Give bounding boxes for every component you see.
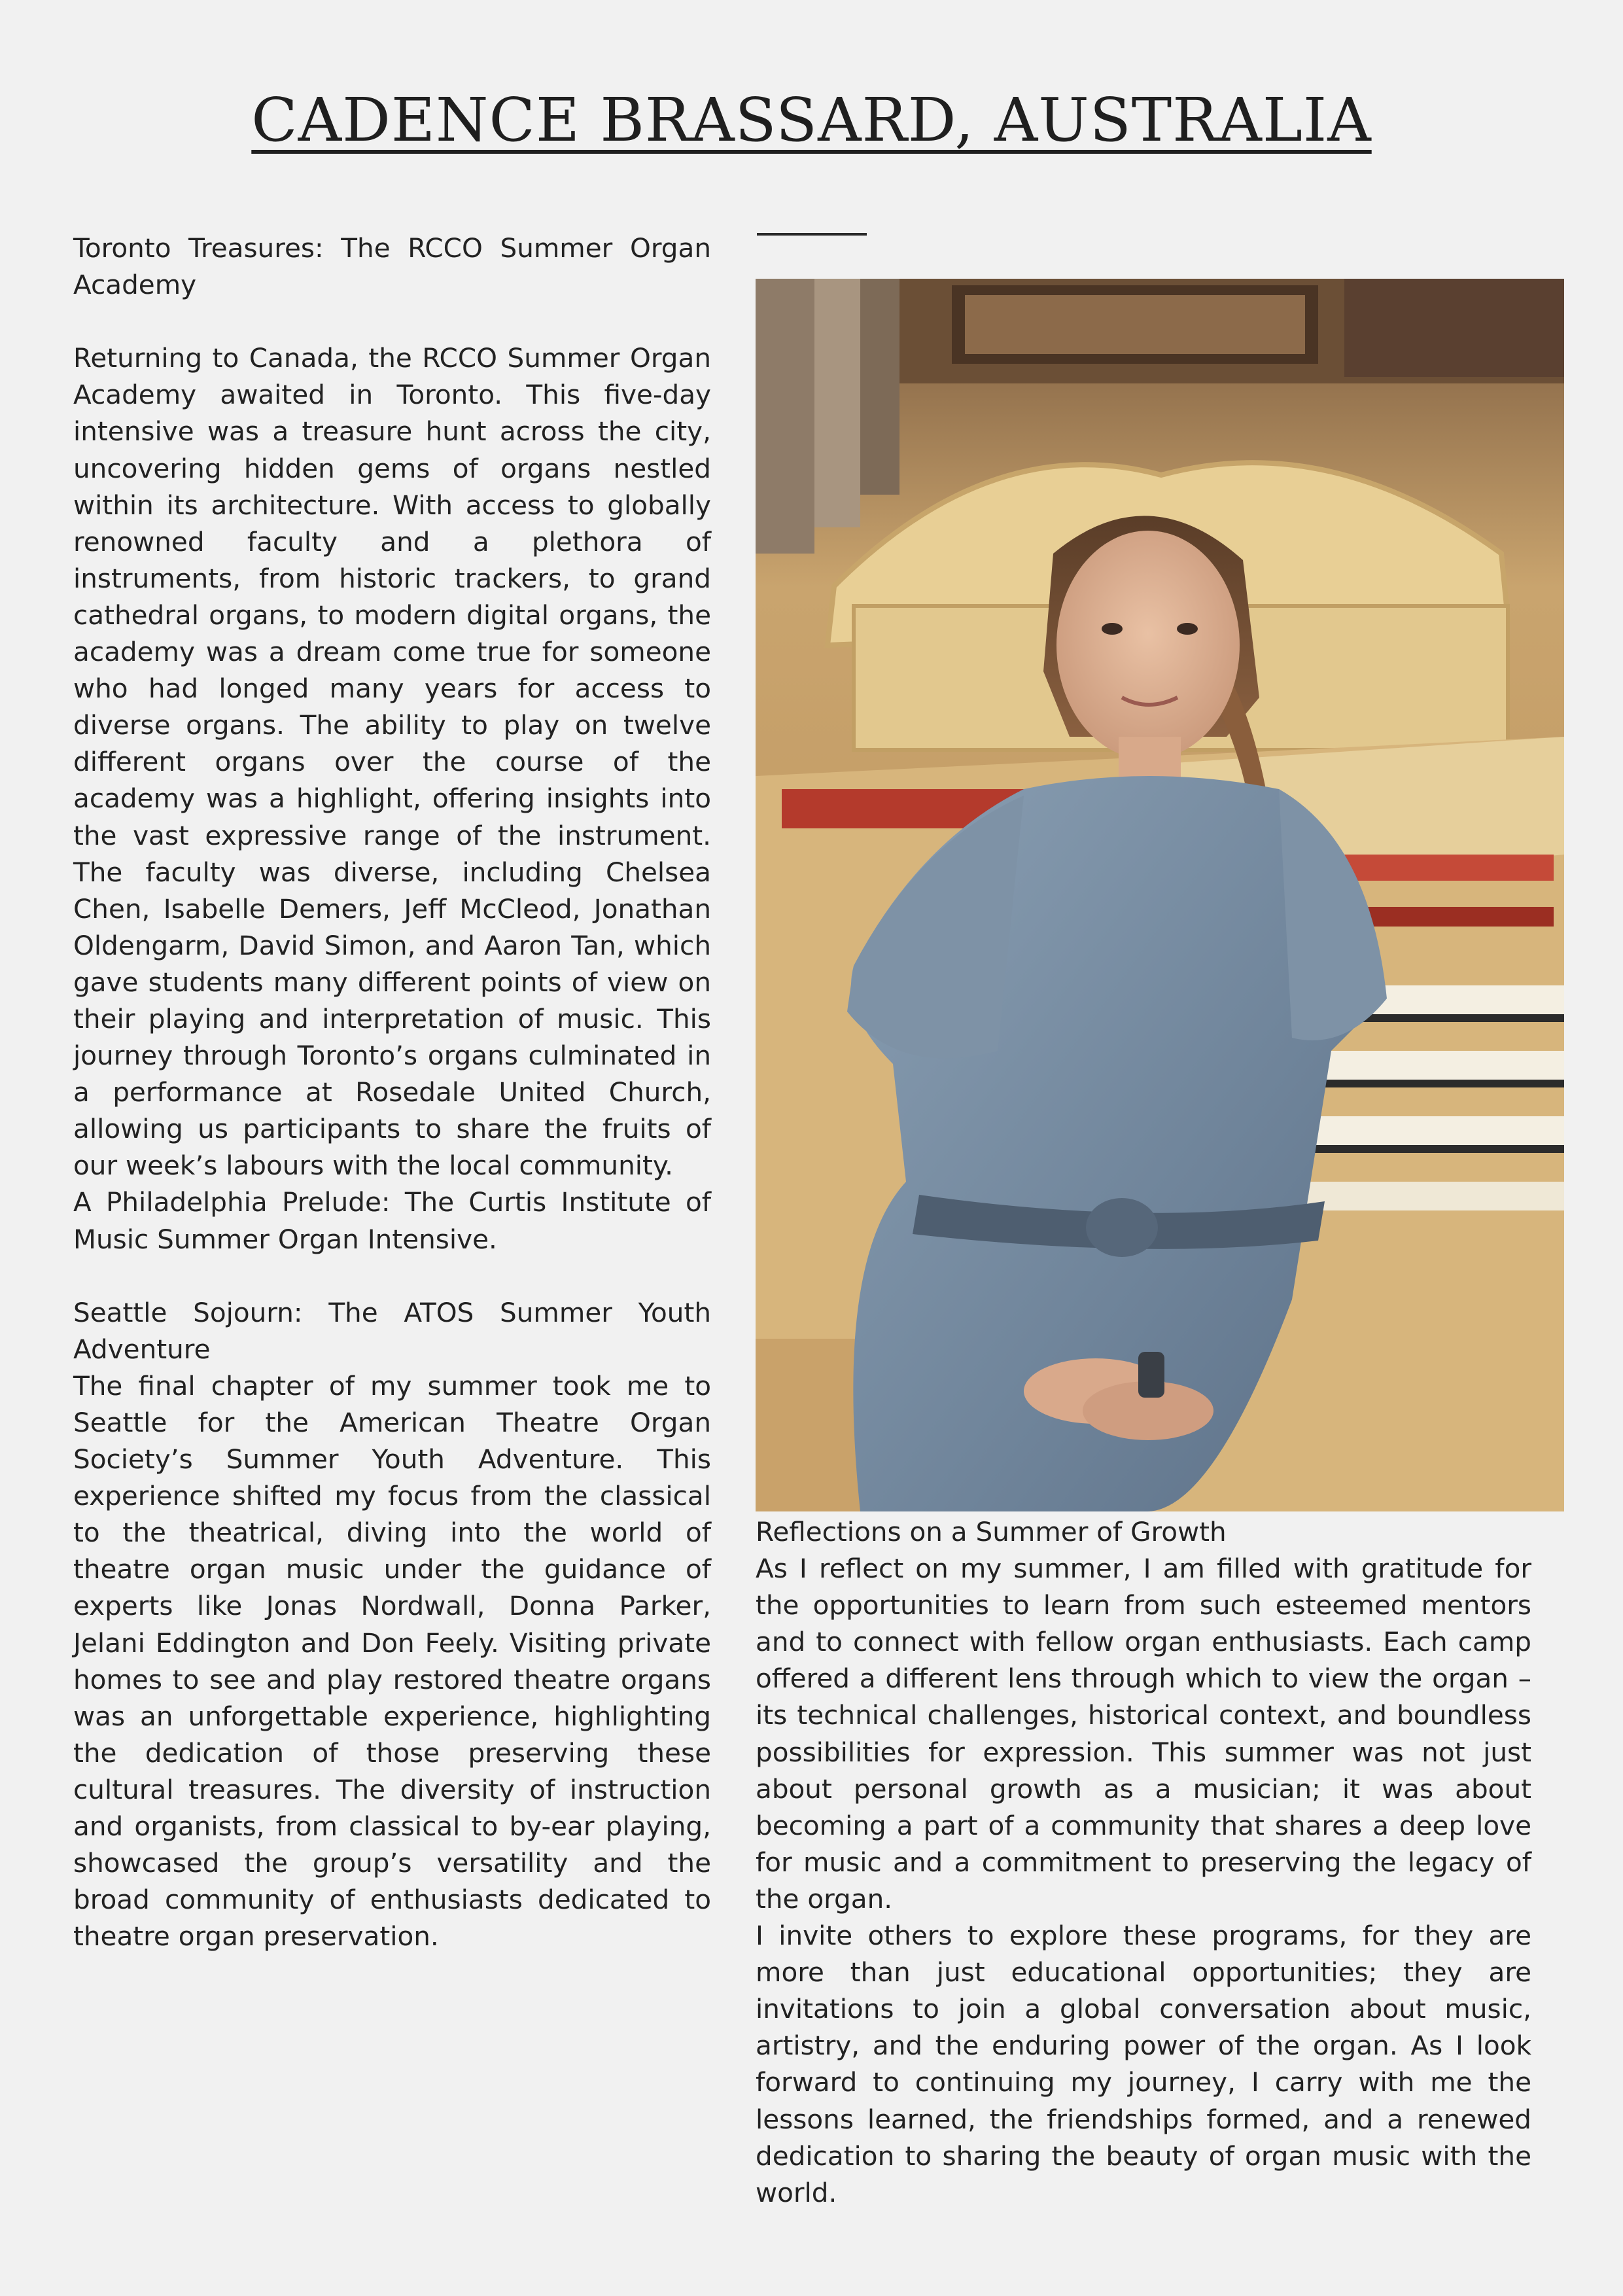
decorative-rule xyxy=(757,233,867,236)
toronto-body: Returning to Canada, the RCCO Summer Organ Academy awaited in Toronto. This five-day intensive was a treasure hunt across the city, uncovering hidden gems of organs nestled within its architecture. With access to globally renowned faculty and a plethora of instruments, from historic trackers, to grand cathedral organs, to modern digital organs, the academy was a dream come true for someone who had longed many years for access to diverse organs. The ability to play on twelve different organs over the course of the academy was a highlight, offering insights into the vast expressive range of the instrument. The faculty was diverse, including Chelsea Chen, Isabelle Demers, Jeff McCleod, Jonathan Oldengarm, David Simon, and Aaron Tan, which gave students many different points of view on their playing and interpretation of music. This journey through Toronto’s organs culminated in a performance at Rosedale United Church, allowing us participants to share the fruits of our week’s labours with the local community. xyxy=(73,342,711,1182)
seattle-heading: Seattle Sojourn: The ATOS Summer Youth Adventure xyxy=(73,1296,711,1365)
closing-body: I invite others to explore these programs, for they are more than just educational opportunities; they are invitations to join a global conversation about music, artistry, and the enduring power of the organ. As I look forward to continuing my journey, I carry with me the lessons learned, the friendships formed, and a renewed dedication to sharing the beauty of organ music with the world. xyxy=(756,1920,1531,2208)
toronto-heading: Toronto Treasures: The RCCO Summer Organ Academy xyxy=(73,232,711,301)
reflections-heading: Reflections on a Summer of Growth xyxy=(756,1516,1227,1547)
organist-photo xyxy=(756,279,1564,1511)
page-title: CADENCE BRASSARD, AUSTRALIA xyxy=(251,85,1372,155)
seattle-body: The final chapter of my summer took me to Seattle for the American Theatre Organ Society’s Summer Youth Adventure. This experience shifted my focus from the classical to the theatrical, diving into the world of theatre organ music under the guidance of experts like Jonas Nordwall, Donna Parker, Jelani Eddington and Don Feely. Visiting private homes to see and play restored theatre organs was an unforgettable experience, highlighting the dedication of those preserving these cultural treasures. The diversity of instruction and organists, from classical to by-ear playing, showcased the group’s versatility and the broad community of enthusiasts dedicated to theatre organ preservation. xyxy=(73,1369,711,1952)
reflections-body: As I reflect on my summer, I am filled with gratitude for the opportunities to learn from such esteemed mentors and to connect with fellow organ enthusiasts. Each camp offered a different lens through which to view the organ – its technical challenges, historical context, and boundless possibilities for expression. This summer was not just about personal growth as a musician; it was about becoming a part of a community that shares a deep love for music and a commitment to preserving the legacy of the organ. xyxy=(756,1553,1531,1915)
philadelphia-heading: A Philadelphia Prelude: The Curtis Institute of Music Summer Organ Intensive. xyxy=(73,1186,711,1255)
left-column xyxy=(73,230,711,1954)
right-column xyxy=(756,1513,1531,2211)
